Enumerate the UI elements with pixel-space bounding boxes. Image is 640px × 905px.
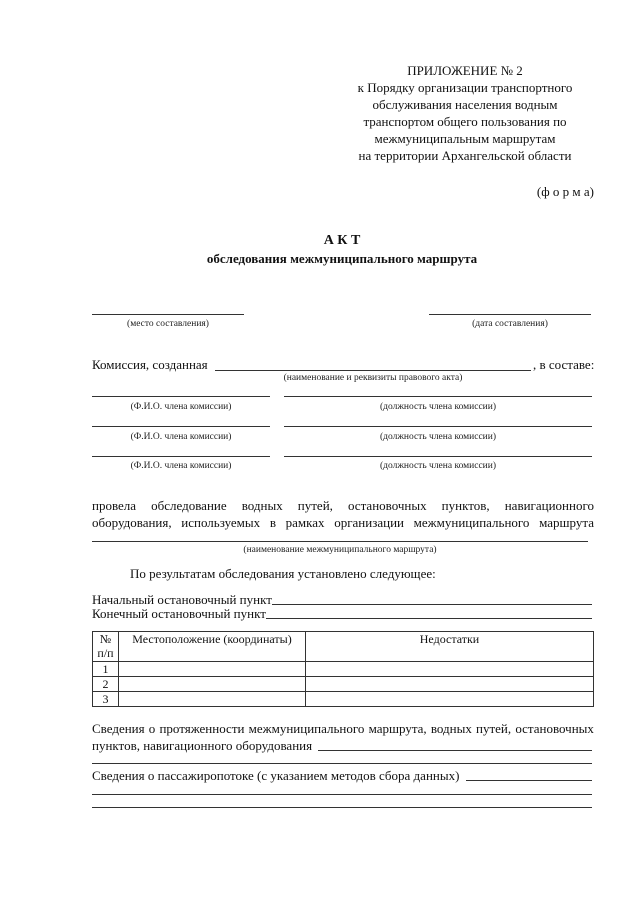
appendix-line: к Порядку организации транспортного bbox=[357, 80, 573, 95]
member-position-caption: (должность члена комиссии) bbox=[379, 432, 497, 442]
word: водных bbox=[430, 721, 472, 736]
appendix-line: обслуживания населения водным bbox=[372, 97, 558, 112]
legal-act-caption: (наименование и реквизиты правового акта) bbox=[283, 373, 463, 383]
table-row bbox=[93, 677, 594, 692]
word: остановочных bbox=[347, 498, 427, 513]
passenger-flow-extra-line[interactable] bbox=[92, 807, 592, 808]
word: остановочных bbox=[515, 721, 594, 736]
word: навигационного bbox=[504, 498, 594, 513]
word: маршрута, bbox=[368, 721, 427, 736]
word: используемых bbox=[181, 515, 261, 530]
appendix-number: ПРИЛОЖЕНИЕ № 2 bbox=[407, 63, 523, 78]
route-name-field-line[interactable] bbox=[92, 541, 588, 542]
word: рамках bbox=[285, 515, 325, 530]
word: водных bbox=[241, 498, 283, 513]
date-field-line[interactable] bbox=[429, 314, 591, 315]
word: маршрута bbox=[539, 515, 594, 530]
word: обследование bbox=[151, 498, 227, 513]
appendix-line: межмуниципальным маршрутам bbox=[374, 131, 556, 146]
col-defects-header: Недостатки bbox=[306, 632, 594, 662]
word: Сведения bbox=[92, 721, 145, 736]
place-field-line[interactable] bbox=[92, 314, 244, 315]
end-point-field-line[interactable] bbox=[266, 618, 592, 619]
appendix-line: на территории Архангельской области bbox=[358, 148, 572, 163]
form-label: (ф о р м а) bbox=[536, 184, 594, 199]
location-cell[interactable] bbox=[119, 677, 306, 692]
start-point-field-line[interactable] bbox=[272, 604, 592, 605]
defects-cell[interactable] bbox=[306, 692, 594, 707]
defects-table bbox=[92, 631, 594, 707]
document-subtitle: обследования межмуниципального маршрута bbox=[206, 251, 478, 266]
row-number: 1 bbox=[93, 662, 119, 677]
length-info-line-1 bbox=[92, 720, 594, 737]
passenger-flow-field-line[interactable] bbox=[466, 780, 592, 781]
end-point-label: Конечный остановочный пункт bbox=[92, 606, 266, 621]
length-info-extra-line[interactable] bbox=[92, 763, 592, 764]
word: провела bbox=[92, 498, 137, 513]
word: межмуниципального bbox=[248, 721, 365, 736]
appendix-line: транспортом общего пользования по bbox=[363, 114, 567, 129]
location-cell[interactable] bbox=[119, 692, 306, 707]
member-position-line[interactable] bbox=[284, 426, 592, 427]
commission-suffix: , в составе: bbox=[533, 357, 595, 372]
defects-cell[interactable] bbox=[306, 677, 594, 692]
location-cell[interactable] bbox=[119, 662, 306, 677]
row-number: 3 bbox=[93, 692, 119, 707]
col-num-label: № bbox=[99, 632, 112, 646]
route-name-caption: (наименование межмуниципального маршрута) bbox=[243, 545, 437, 555]
word: путей, bbox=[476, 721, 512, 736]
survey-line-2 bbox=[92, 514, 594, 531]
member-position-caption: (должность члена комиссии) bbox=[379, 402, 497, 412]
member-name-caption: (Ф.И.О. члена комиссии) bbox=[130, 402, 232, 412]
passenger-flow-label: Сведения о пассажиропотоке (с указанием методов сбора данных) bbox=[92, 768, 460, 783]
row-number: 2 bbox=[93, 677, 119, 692]
length-info-line-2: пунктов, навигационного оборудования bbox=[92, 738, 313, 753]
member-position-line[interactable] bbox=[284, 456, 592, 457]
member-position-caption: (должность члена комиссии) bbox=[379, 461, 497, 471]
word: протяженности bbox=[159, 721, 245, 736]
place-caption: (место составления) bbox=[127, 319, 209, 329]
start-point-label: Начальный остановочный пункт bbox=[92, 592, 272, 607]
member-name-line[interactable] bbox=[92, 396, 270, 397]
word: о bbox=[148, 721, 156, 736]
member-name-line[interactable] bbox=[92, 426, 270, 427]
legal-act-field-line[interactable] bbox=[215, 370, 531, 371]
defects-cell[interactable] bbox=[306, 662, 594, 677]
appendix-header bbox=[330, 62, 600, 164]
col-num-header bbox=[93, 632, 119, 662]
word: пунктов, bbox=[441, 498, 490, 513]
document-title: А К Т bbox=[323, 233, 361, 248]
word: оборудования, bbox=[92, 515, 172, 530]
length-info-field-line[interactable] bbox=[318, 750, 592, 751]
word: организации bbox=[334, 515, 404, 530]
member-name-caption: (Ф.И.О. члена комиссии) bbox=[130, 461, 232, 471]
results-intro: По результатам обследования установлено следующее: bbox=[130, 566, 436, 581]
commission-prefix: Комиссия, созданная bbox=[92, 357, 208, 372]
survey-line-1 bbox=[92, 497, 594, 514]
word: в bbox=[269, 515, 276, 530]
col-num-label: п/п bbox=[97, 646, 114, 660]
table-header-row bbox=[93, 632, 594, 662]
member-position-line[interactable] bbox=[284, 396, 592, 397]
member-name-caption: (Ф.И.О. члена комиссии) bbox=[130, 432, 232, 442]
passenger-flow-extra-line[interactable] bbox=[92, 794, 592, 795]
word: путей, bbox=[297, 498, 333, 513]
table-row bbox=[93, 662, 594, 677]
col-location-header: Местоположение (координаты) bbox=[119, 632, 306, 662]
date-caption: (дата составления) bbox=[472, 319, 548, 329]
table-row bbox=[93, 692, 594, 707]
member-name-line[interactable] bbox=[92, 456, 270, 457]
word: межмуниципального bbox=[413, 515, 530, 530]
